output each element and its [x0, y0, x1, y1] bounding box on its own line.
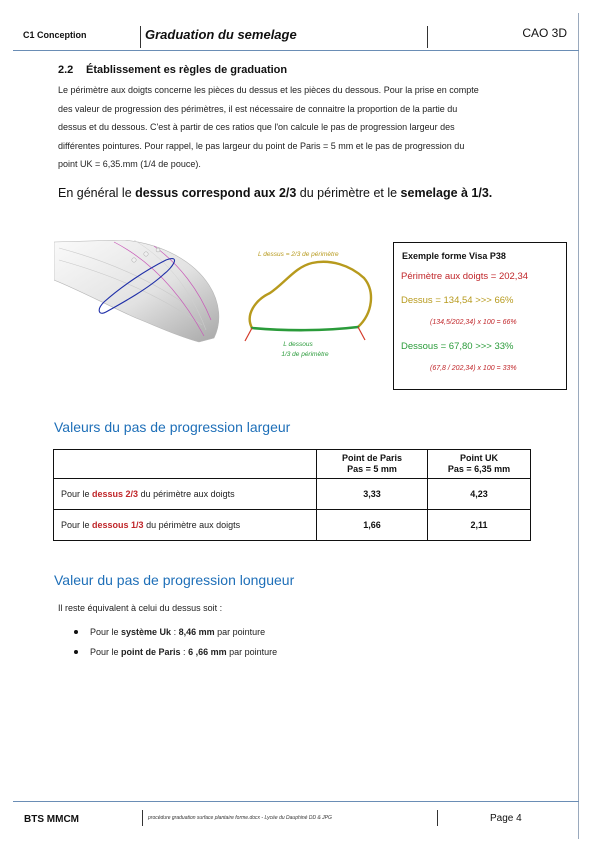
- example-dessous-calc: (67,8 / 202,34) x 100 = 33%: [430, 365, 517, 372]
- bullet-icon: [74, 630, 78, 634]
- header-divider: [140, 26, 141, 48]
- row-paris-value: 1,66: [317, 510, 428, 541]
- dessous-label: 1/3 de périmètre: [281, 351, 329, 358]
- row-label-text: du périmètre aux doigts: [138, 489, 235, 499]
- bullet-text: :: [180, 647, 189, 657]
- dessus-label: L dessus = 2/3 de périmètre: [258, 251, 339, 258]
- shoe-last-illustration: [54, 240, 224, 350]
- section-heading: Établissement es règles de graduation: [86, 64, 288, 76]
- bullet-icon: [74, 650, 78, 654]
- row-label-text: du périmètre aux doigts: [143, 520, 241, 530]
- dessous-endpoint: [358, 327, 365, 340]
- longueur-heading: Valeur du pas de progression longueur: [54, 572, 295, 588]
- intro-paragraph: [58, 81, 528, 174]
- table-header-row: [54, 450, 531, 479]
- paragraph-line: différentes pointures. Pour rappel, le pas largeur du point de Paris = 5 mm et le pas de progression du: [58, 140, 465, 151]
- header-rule: [13, 50, 579, 51]
- dessous-endpoint: [245, 328, 252, 341]
- row-label-emphasis: dessus 2/3: [92, 489, 139, 499]
- row-uk-value: 2,11: [428, 510, 531, 541]
- general-bold: dessus correspond aux 2/3: [135, 186, 297, 200]
- col-uk-step: Pas = 6,35 mm: [447, 464, 511, 474]
- longueur-intro: Il reste équivalent à celui du dessus soit :: [58, 603, 223, 613]
- row-label: [54, 510, 317, 541]
- general-text: du périmètre et le: [296, 186, 401, 200]
- footer-divider: [142, 810, 143, 826]
- bullet-value: 8,46 mm: [178, 627, 215, 637]
- footer-left: BTS MMCM: [24, 814, 79, 825]
- table-row: [54, 510, 531, 541]
- paragraph-line: Le périmètre aux doigts concerne les pièces du dessus et les pièces du dessous. Pour la prise en compte: [58, 85, 479, 95]
- footer-filename: procédure graduation surface plantaire forme.docx - Lycée du Dauphiné DD & JPG: [148, 815, 332, 821]
- dessous-label: L dessous: [283, 341, 313, 348]
- bullet-text: par pointure: [226, 647, 278, 657]
- dessus-curve: [250, 262, 371, 328]
- general-rule: [58, 186, 492, 200]
- paragraph-line: dessus et du dessous. C'est à partir de ces ratios que l'on calcule le pas de progression largeur des: [58, 122, 455, 132]
- col-paris-step: Pas = 5 mm: [347, 464, 397, 474]
- paragraph-line: des valeur de progression des périmètres, il est nécessaire de connaitre la proportion de la partie du: [58, 103, 458, 114]
- table-header-empty: [54, 450, 317, 479]
- header-module: C1 Conception: [23, 30, 87, 40]
- row-label-text: Pour le: [61, 489, 93, 499]
- bullet-text: Pour le: [90, 627, 122, 637]
- largeur-table: [53, 449, 531, 541]
- list-item: [74, 622, 277, 642]
- row-paris-value: 3,33: [317, 479, 428, 510]
- header-title: Graduation du semelage: [145, 27, 297, 42]
- largeur-heading: Valeurs du pas de progression largeur: [54, 419, 291, 435]
- header-divider: [427, 26, 428, 48]
- footer-divider: [437, 810, 438, 826]
- general-bold: semelage à 1/3.: [400, 186, 493, 200]
- table-row: [54, 479, 531, 510]
- header-right: CAO 3D: [522, 26, 567, 40]
- bullet-text: :: [171, 627, 179, 637]
- perimeter-outline-diagram: [240, 245, 380, 360]
- longueur-list: [74, 622, 277, 662]
- dessous-curve: [252, 327, 358, 330]
- example-dessus-calc: (134,5/202,34) x 100 = 66%: [430, 319, 517, 326]
- example-dessus: Dessus = 134,54 >>> 66%: [401, 295, 514, 306]
- row-label-text: Pour le: [61, 520, 93, 530]
- list-item: [74, 642, 277, 662]
- section-title: [58, 64, 287, 76]
- page-border: [578, 13, 579, 839]
- table-header-paris: [317, 450, 428, 479]
- example-title: Exemple forme Visa P38: [402, 251, 506, 261]
- page-header: [13, 14, 579, 52]
- col-paris-title: Point de Paris: [341, 453, 403, 463]
- row-label-emphasis: dessous 1/3: [92, 520, 144, 530]
- bullet-text: Pour le: [90, 647, 122, 657]
- table-header-uk: [428, 450, 531, 479]
- bullet-text: par pointure: [214, 627, 266, 637]
- col-uk-title: Point UK: [460, 453, 498, 463]
- paragraph-line: point UK = 6,35.mm (1/4 de pouce).: [58, 159, 201, 169]
- row-uk-value: 4,23: [428, 479, 531, 510]
- section-number: 2.2: [58, 64, 74, 76]
- row-label: [54, 479, 317, 510]
- bullet-value: 6 ,66 mm: [188, 647, 227, 657]
- bullet-bold: système Uk: [121, 627, 172, 637]
- example-box: [393, 242, 567, 390]
- example-dessous: Dessous = 67,80 >>> 33%: [401, 341, 514, 352]
- footer-rule: [13, 801, 579, 802]
- bullet-bold: point de Paris: [121, 647, 181, 657]
- example-perimeter: Périmètre aux doigts = 202,34: [401, 271, 529, 282]
- general-text: En général le: [58, 186, 136, 200]
- footer-page-number: Page 4: [490, 813, 522, 824]
